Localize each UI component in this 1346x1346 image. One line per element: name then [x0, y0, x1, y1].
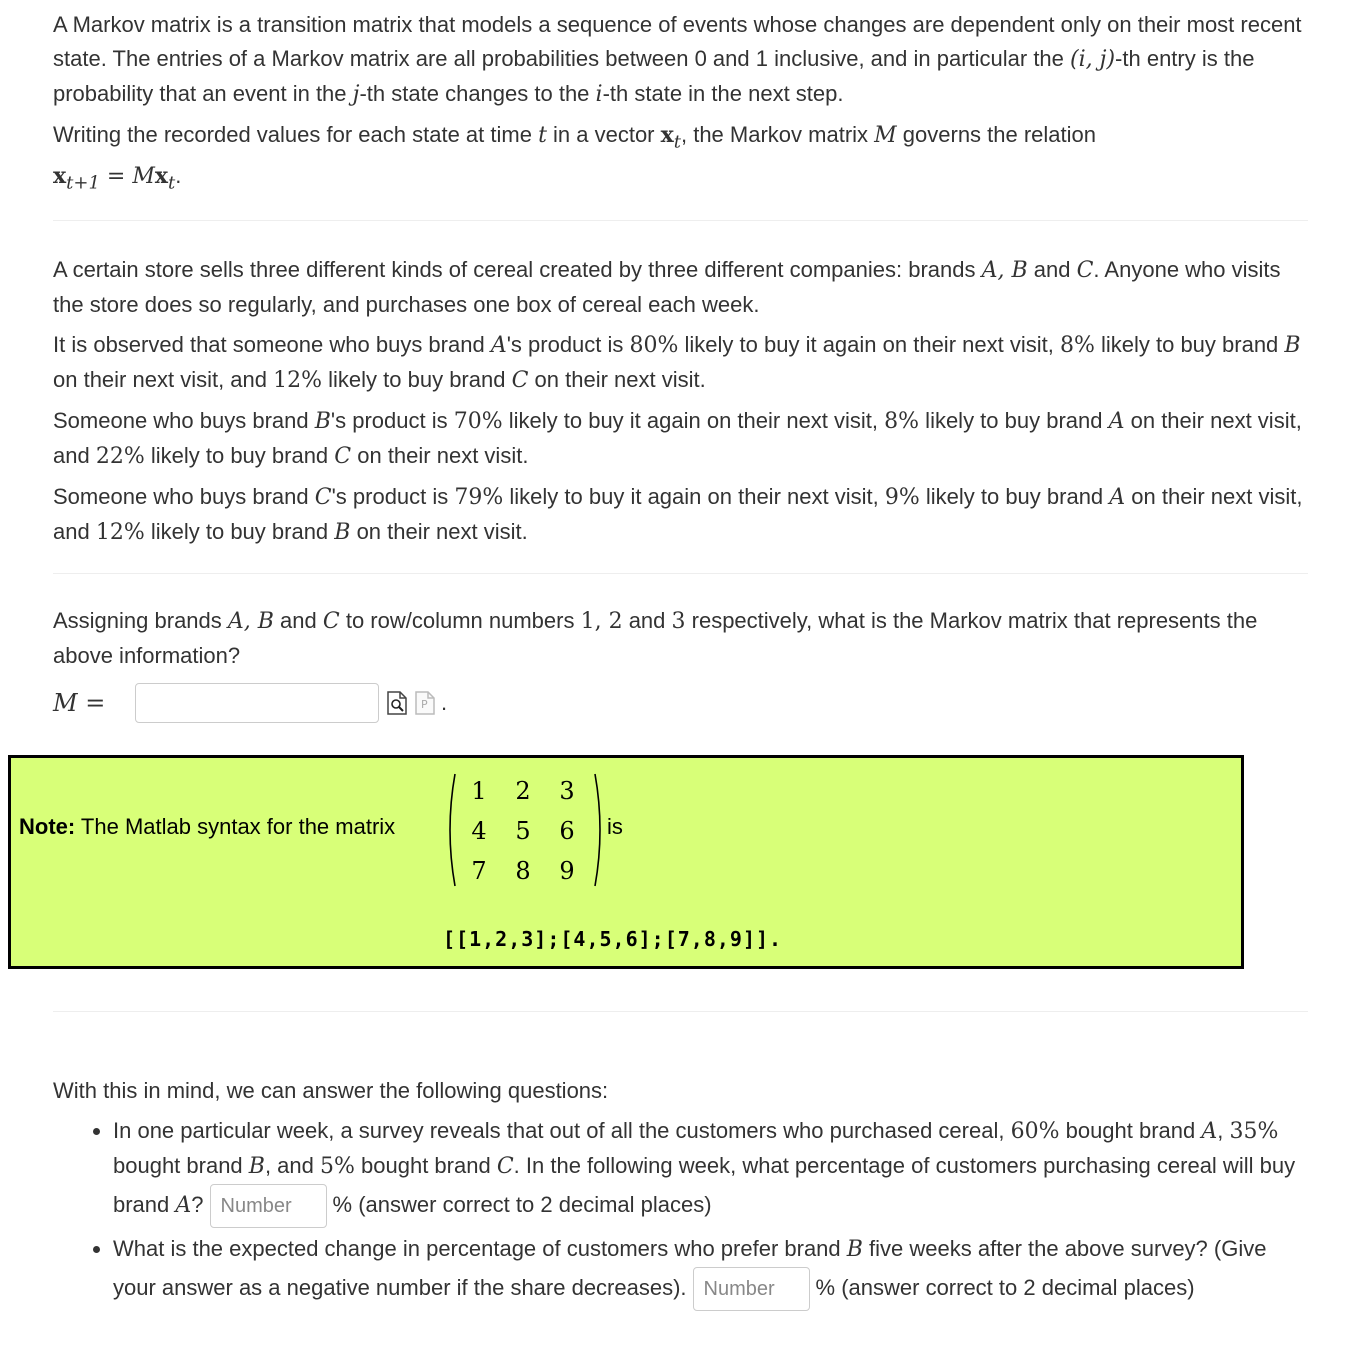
matrix-cell: 8 [515, 857, 531, 885]
svg-text:P: P [421, 698, 428, 711]
matrix-label: M = [53, 689, 106, 717]
matrix-cell: 2 [515, 777, 531, 805]
matrix-answer-input[interactable] [135, 683, 379, 723]
matrix-cell: 4 [471, 817, 487, 845]
matlab-note-box [8, 755, 1244, 969]
intro-paragraph-1: A Markov matrix is a transition matrix that models a sequence of events whose changes are dependent only on their most recent state. The entries of a Markov matrix are all probabilities between 0 and 1 inclusive, and in particular the (i, j)-th entry is the probability that an event in the j-th state changes to the i-th state in the next step. [53, 12, 1302, 107]
note-is: is [607, 814, 623, 839]
matrix-cell: 6 [559, 817, 575, 845]
scenario-section [53, 221, 1308, 573]
intro-section [53, 8, 1308, 220]
matlab-code: [[1,2,3];[4,5,6];[7,8,9]]. [443, 927, 783, 951]
matrix-cell: 9 [559, 857, 575, 885]
matrix-cell: 7 [471, 857, 487, 885]
matrix-question-section [53, 574, 1308, 727]
matrix-period: . [441, 690, 448, 715]
scenario-paragraph-3: Someone who buys brand B's product is 70% likely to buy it again on their next visit, 8% likely to buy brand A on their next visit, and 22% likely to buy brand C on their next visit. [53, 408, 1302, 469]
followup-section [53, 1074, 1308, 1315]
followup-question-2: • What is the expected change in percentage of customers who prefer brand B five weeks after the above survey? (Give your answer as a negative number if the share decreases). Number % (answer correct to 2 decimal places) [113, 1232, 1308, 1311]
matrix-answer-row [53, 679, 1308, 727]
intro-paragraph-2: Writing the recorded values for each state at time t in a vector $x_t$, the Markov matrix M governs the relation $x_{t+1} = Mx_t$. [53, 122, 1097, 194]
divider-3 [53, 1011, 1308, 1012]
followup-question-1: • In one particular week, a survey reveals that out of all the customers who purchased cereal, 60% bought brand A, 35% bought brand B, and 5% bought brand C. In the following week, what percentage of customers purchasing cereal will buy brand A? Number % (answer correct to 2 decimal places) [113, 1114, 1308, 1228]
followup-list [53, 1114, 1308, 1311]
matrix-cell: 1 [471, 777, 487, 805]
right-paren [593, 772, 607, 888]
left-paren [443, 772, 457, 888]
matrix-cell: 5 [515, 817, 531, 845]
matrix-question-text: Assigning brands A, B and C to row/column numbers 1, 2 and 3 respectively, what is the Markov matrix that represents the above information? [53, 608, 1258, 668]
scenario-paragraph-2: It is observed that someone who buys brand A's product is 80% likely to buy it again on their next visit, 8% likely to buy brand B on their next visit, and 12% likely to buy brand C on their next visit. [53, 332, 1301, 393]
brand-a-percentage-input[interactable]: Number [210, 1184, 327, 1228]
preview-icon[interactable] [387, 691, 407, 715]
scenario-paragraph-1: A certain store sells three different kinds of cereal created by three different companies: brands A, B and C. Anyone who visits the store does so regularly, and purchases one box of cereal each week. [53, 257, 1281, 317]
question-body [53, 8, 1308, 727]
note-text: Note: The Matlab syntax for the matrix [19, 814, 396, 839]
help-icon[interactable] [415, 691, 435, 715]
scenario-paragraph-4: Someone who buys brand C's product is 79% likely to buy it again on their next visit, 9% likely to buy brand A on their next visit, and 12% likely to buy brand B on their next visit. [53, 484, 1303, 545]
example-matrix [443, 772, 607, 888]
followup-intro: With this in mind, we can answer the following questions: [53, 1078, 609, 1103]
matrix-cell: 3 [559, 777, 575, 805]
brand-b-change-input[interactable]: Number [693, 1267, 810, 1311]
